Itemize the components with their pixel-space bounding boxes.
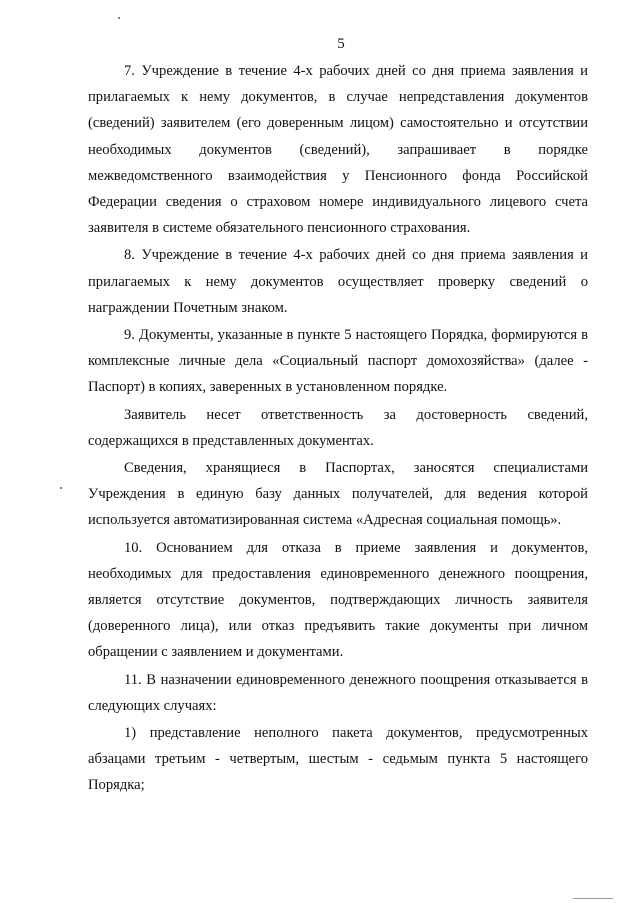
paragraph-item-7: 7. Учреждение в течение 4-х рабочих дней со дня приема заявления и прилагаемых к нему документов, в случае непредставления документов (сведений) заявителем (его доверенным лицом) самостоятельно и отсутствии необходимых документов (сведений), запрашивает в порядке межведомственного взаимодействия у Пенсионного фонда Российской Федерации сведения о страховом номере индивидуального лицевого счета заявителя в системе обязательного пенсионного страхования. — [88, 63, 588, 237]
paragraph-subitem-1: 1) представление неполного пакета документов, предусмотренных абзацами третьим - четвертым, шестым - седьмым пункта 5 настоящего Порядка; — [88, 725, 588, 794]
paragraph-item-9: 9. Документы, указанные в пункте 5 настоящего Порядка, формируются в комплексные личные дела «Социальный паспорт домохозяйства» (далее - Паспорт) в копиях, заверенных в установленном порядке. — [88, 327, 588, 396]
paragraph-item-8: 8. Учреждение в течение 4-х рабочих дней со дня приема заявления и прилагаемых к нему документов осуществляет проверку сведений о награждении Почетным знаком. — [88, 247, 588, 316]
paragraph-item-10: 10. Основанием для отказа в приеме заявления и документов, необходимых для предоставления единовременного денежного поощрения, является отсутствие документов, подтверждающих личность заявителя (доверенного лица), или отказ предъявить такие документы при личном обращении с заявлением и документами. — [88, 539, 588, 661]
document-body — [88, 58, 588, 800]
paragraph-passport-data: Сведения, хранящиеся в Паспортах, заносятся специалистами Учреждения в единую базу данных получателей, для ведения которой используется автоматизированная система «Адресная социальная помощь». — [88, 460, 588, 529]
paragraph-item-11: 11. В назначении единовременного денежного поощрения отказывается в следующих случаях: — [88, 671, 588, 714]
scan-speck — [573, 898, 613, 899]
scan-speck — [60, 487, 62, 489]
page-number: 5 — [337, 36, 345, 52]
scan-speck — [118, 17, 120, 19]
paragraph-applicant-responsibility: Заявитель несет ответственность за достоверность сведений, содержащихся в представленных документах. — [88, 406, 588, 449]
